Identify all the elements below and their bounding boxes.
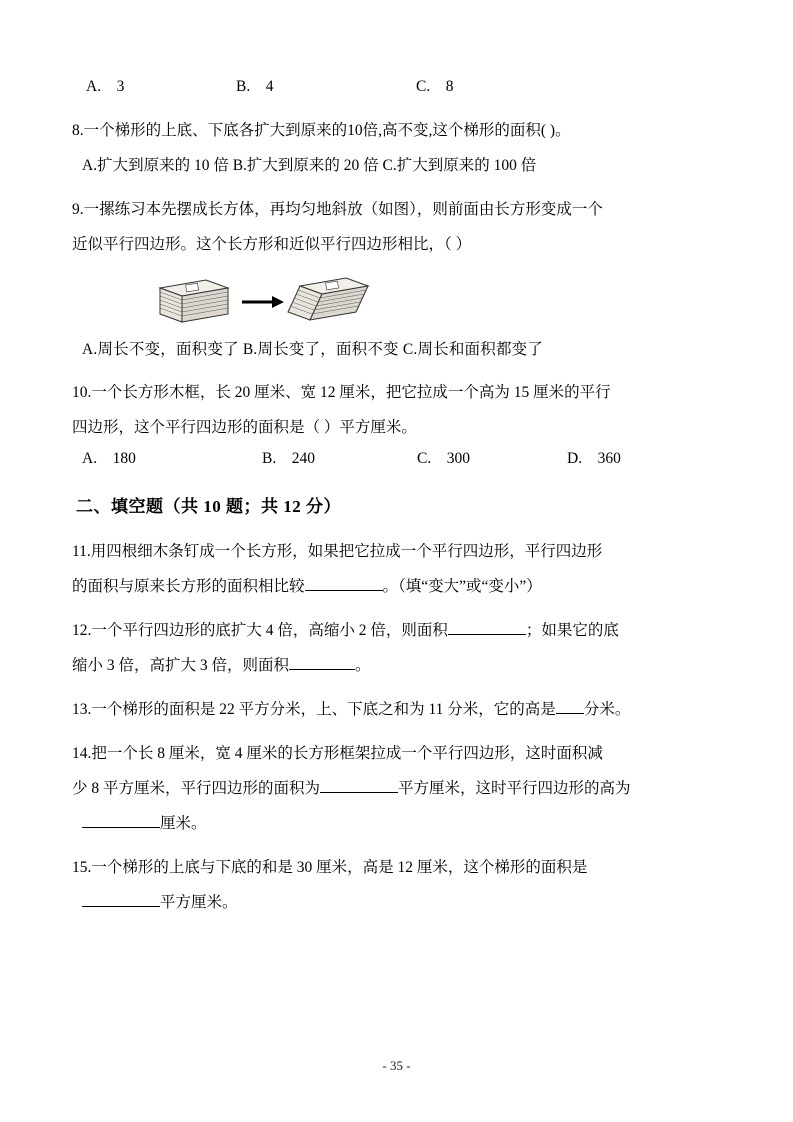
q13-blank[interactable] — [556, 713, 584, 714]
q12-line1-tail: ；如果它的底 — [525, 621, 619, 639]
notebook-stack-diagram — [150, 268, 410, 330]
q10-option-c: C. 300 — [417, 449, 470, 467]
page-number: - 35 - — [382, 1058, 411, 1073]
q12-line2 — [72, 653, 721, 675]
q8-choices: A.扩大到原来的 10 倍 B.扩大到原来的 20 倍 C.扩大到原来的 100 倍 — [82, 157, 537, 174]
question-13 — [72, 697, 721, 719]
notebook-stack-figure — [72, 268, 721, 330]
q12-line2-text: 缩小 3 倍，高扩大 3 倍，则面积 — [72, 656, 290, 674]
q14-line2-tail: 平方厘米，这时平行四边形的高为 — [398, 779, 631, 797]
q7-options-row — [72, 78, 721, 96]
q15-line2 — [72, 890, 721, 912]
q12-line1-text: 12.一个平行四边形的底扩大 4 倍，高缩小 2 倍，则面积 — [72, 621, 448, 639]
q10-stem-line2: 四边形，这个平行四边形的面积是（ ）平方厘米。 — [72, 418, 417, 436]
question-12 — [72, 618, 721, 675]
q12-line1 — [72, 618, 721, 640]
q9-stem-line2: 近似平行四边形。这个长方形和近似平行四边形相比，（ ） — [72, 236, 472, 253]
q13-line1 — [72, 697, 721, 719]
q9-choices-wrap — [72, 342, 721, 358]
q11-line2-text: 的面积与原来长方形的面积相比较 — [72, 577, 305, 595]
q11-line2 — [72, 574, 721, 596]
q7-option-a: A. 3 — [86, 78, 125, 95]
q8-stem: 8.一个梯形的上底、下底各扩大到原来的10倍,高不变,这个梯形的面积( )。 — [72, 122, 571, 139]
q15-line2-tail: 平方厘米。 — [160, 893, 238, 911]
q11-blank[interactable] — [305, 590, 383, 591]
question-11 — [72, 539, 721, 596]
q13-line1-tail: 分米。 — [583, 700, 631, 718]
question-14 — [72, 741, 721, 833]
q14-line2 — [72, 776, 721, 798]
q14-blank-2[interactable] — [82, 827, 160, 828]
q15-line1: 15.一个梯形的上底与下底的和是 30 厘米，高是 12 厘米，这个梯形的面积是 — [72, 858, 588, 876]
q12-blank-1[interactable] — [448, 634, 526, 635]
q9-stem-line1: 9.一摞练习本先摆成长方体，再均匀地斜放（如图），则前面由长方形变成一个 — [72, 201, 603, 218]
q12-line2-tail: 。 — [355, 656, 371, 674]
q13-line1-text: 13.一个梯形的面积是 22 平方分米，上、下底之和为 11 分米，它的高是 — [72, 700, 556, 718]
q14-line3 — [72, 811, 721, 833]
q14-blank-1[interactable] — [320, 792, 398, 793]
question-8 — [72, 118, 721, 175]
q12-blank-2[interactable] — [289, 669, 355, 670]
q14-line1: 14.把一个长 8 厘米，宽 4 厘米的长方形框架拉成一个平行四边形，这时面积减 — [72, 744, 603, 762]
q10-option-b: B. 240 — [262, 449, 315, 467]
q11-line1: 11.用四根细木条钉成一个长方形，如果把它拉成一个平行四边形，平行四边形 — [72, 542, 603, 560]
q7-option-c: C. 8 — [416, 78, 454, 95]
q9-choices: A.周长不变，面积变了 B.周长变了，面积不变 C.周长和面积都变了 — [82, 341, 544, 358]
q10-option-d: D. 360 — [567, 449, 621, 467]
q14-line3-tail: 厘米。 — [160, 814, 207, 832]
q14-line2-text: 少 8 平方厘米，平行四边形的面积为 — [72, 779, 321, 797]
question-9 — [72, 197, 721, 254]
q10-option-a: A. 180 — [82, 449, 136, 467]
section-2-title: 二、填空题（共 10 题；共 12 分） — [76, 496, 341, 516]
q10-options-row — [72, 450, 721, 468]
q15-blank[interactable] — [82, 906, 160, 907]
arrow-icon — [242, 296, 284, 308]
question-10 — [72, 380, 721, 468]
q7-option-b: B. 4 — [236, 78, 274, 95]
question-15 — [72, 855, 721, 912]
q10-stem-line1: 10.一个长方形木框，长 20 厘米、宽 12 厘米，把它拉成一个高为 15 厘米的平行 — [72, 383, 611, 401]
q11-line2-tail: 。（填“变大”或“变小”） — [382, 577, 542, 595]
